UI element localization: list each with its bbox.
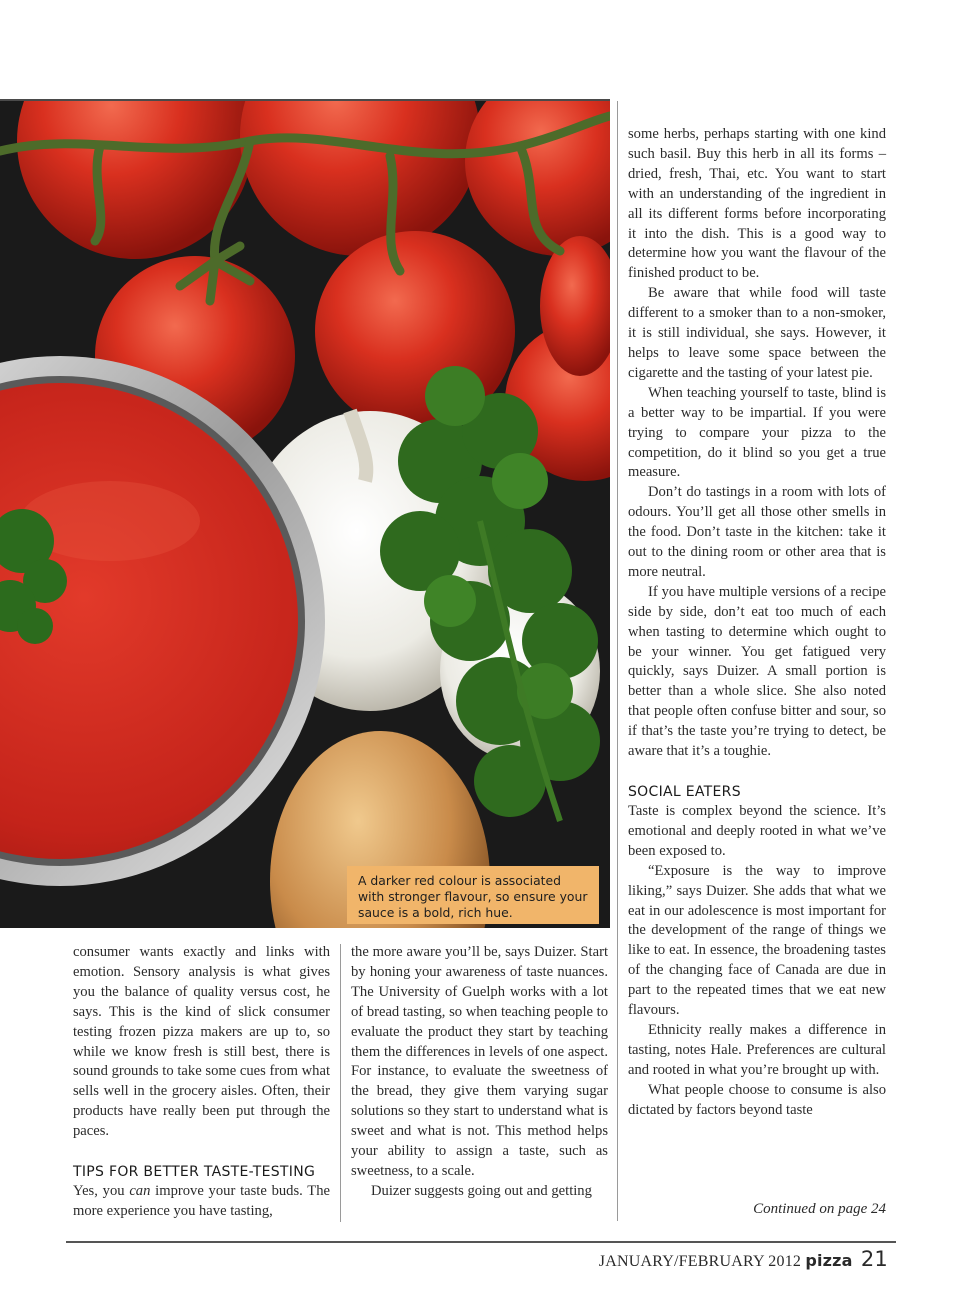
column-divider	[340, 944, 341, 1222]
column-divider	[617, 101, 618, 1221]
paragraph: Taste is complex beyond the science. It’s emotional and deeply rooted in what we’ve been exposed to.	[628, 803, 886, 859]
paragraph: Ethnicity really makes a difference in tasting, notes Hale. Preferences are cultural and rooted in what you’re brought up with.	[628, 1021, 886, 1078]
continued-note: Continued on page 24	[753, 1201, 886, 1217]
paragraph: Duizer suggests going out and getting	[371, 1182, 592, 1199]
paragraph: some herbs, perhaps starting with one kind such basil. Buy this herb in all its forms – dried, fresh, Thai, etc. You want to start with an understanding of the ingredient in all its different forms before incorporating it into the dish. This is a good way to determine how you want the flavour of the finished product to be.	[628, 126, 886, 282]
paragraph: If you have multiple versions of a recipe side by side, don’t eat too much of each when tasting to determine which ought to be your winner. You get fatigued very quickly, says Duizer. A small portion is better than a whole slice. She also noted that people often confuse bitter and sour, so if that’s the taste you’re trying to detect, be aware that it’s a toughie.	[628, 583, 886, 760]
page-footer	[599, 1247, 888, 1271]
page-number: 21	[860, 1247, 888, 1271]
section-heading: TIPS FOR BETTER TASTE-TESTING	[73, 1164, 316, 1181]
magazine-name: pizza	[805, 1251, 853, 1270]
paragraph: consumer wants exactly and links with emotion. Sensory analysis is what gives you the balance of quality versus cost, he says. This is the kind of slick consumer testing frozen pizza makers are up to, so while we know fresh is still best, there is sound grounds to take some cues from what sells well in the grocery aisles. Often, their products have really been put through the paces.	[73, 944, 330, 1140]
emphasis: can	[129, 1183, 151, 1200]
paragraph: Yes, you can improve your taste buds. The more experience you have tasting,	[73, 1183, 330, 1219]
column-c	[628, 125, 886, 1121]
paragraph: Be aware that while food will taste different to a smoker than to a non-smoker, it is still individual, she says. However, it helps to leave some space between the cigarette and the tasting of your latest pie.	[628, 285, 886, 381]
section-heading: SOCIAL EATERS	[628, 784, 741, 800]
paragraph: When teaching yourself to taste, blind is a better way to be impartial. If you were trying to compare your pizza to the competition, do it blind so you get a true measure.	[628, 384, 886, 481]
column-b	[351, 943, 608, 1202]
photo-illustration	[0, 101, 610, 928]
paragraph: the more aware you’ll be, says Duizer. Start by honing your awareness of taste nuances. The University of Guelph works with a lot of bread tasting, so when teaching people to evaluate the product they start by teaching them the differences in levels of one aspect. For instance, to evaluate the sweetness of the bread, they give them varying sugar solutions so they start to understand what is sweet and what is not. This method helps your ability to assign a taste, such as sweetness, to a scale.	[351, 944, 608, 1179]
column-a	[73, 943, 330, 1222]
paragraph: Don’t do tastings in a room with lots of odours. You’ll get all those other smells in the food. Don’t taste in the kitchen: take it out to the dining room or other area that is more neutral.	[628, 484, 886, 580]
photo-caption: A darker red colour is associated with stronger flavour, so ensure your sauce is a bold, rich hue.	[347, 866, 599, 924]
paragraph: “Exposure is the way to improve liking,” says Duizer. She adds that what we eat in our adolescence is most important for the development of the range of things we like to eat. In essence, the broadening tastes of the changing face of Canada are due in part to the repeated times that we eat new flavours.	[628, 862, 886, 1019]
footer-rule	[66, 1241, 896, 1243]
paragraph: What people choose to consume is also dictated by factors beyond taste	[628, 1081, 886, 1118]
issue-date: JANUARY/FEBRUARY 2012	[598, 1253, 802, 1270]
tomato-sauce-photo	[0, 101, 610, 928]
